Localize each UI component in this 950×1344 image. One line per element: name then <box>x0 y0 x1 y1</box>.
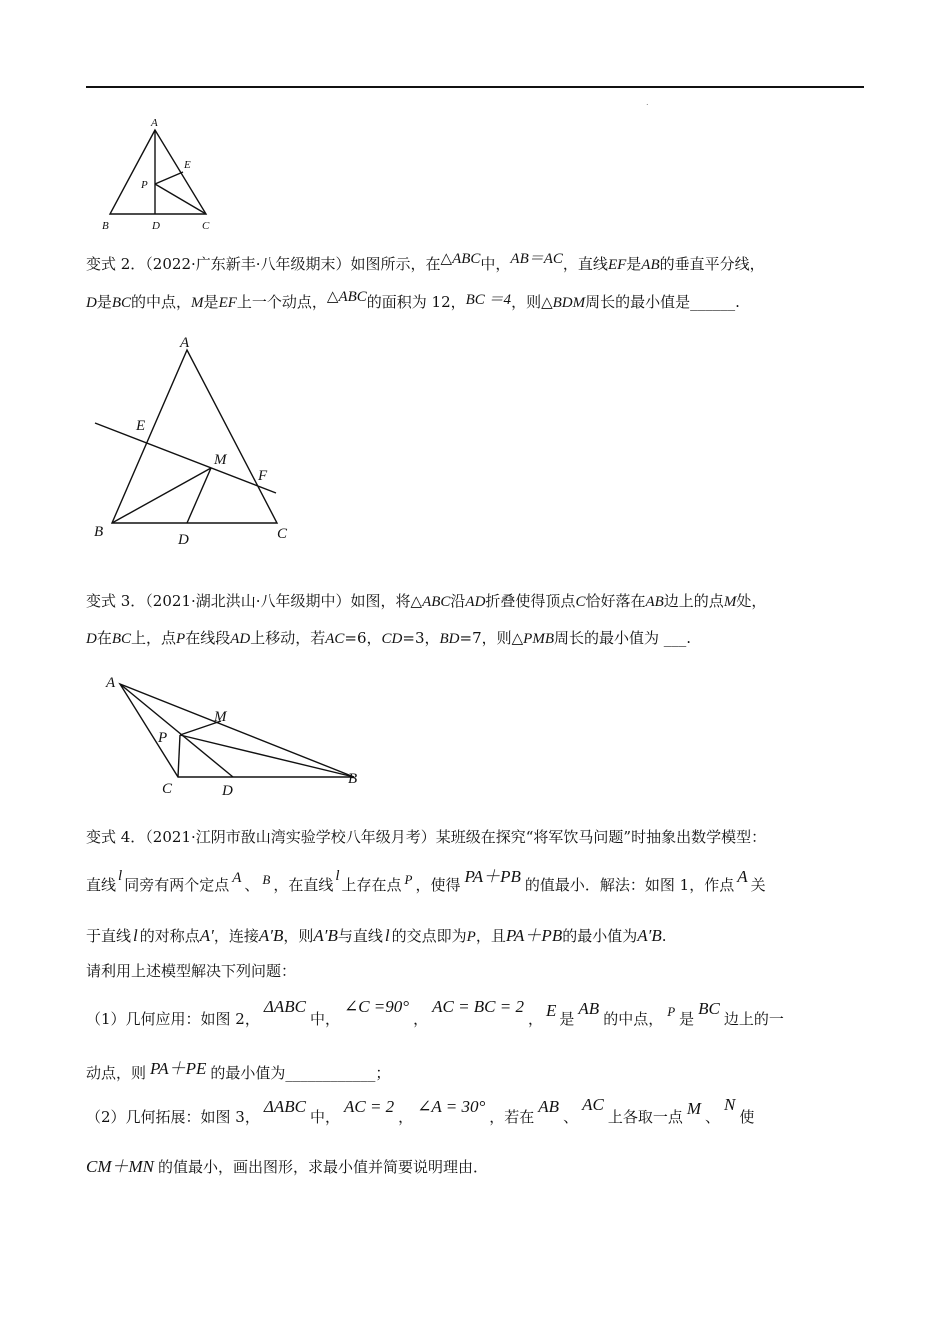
header-dot: . <box>646 98 649 107</box>
v2-math: EF <box>607 257 627 273</box>
v3-math: BC <box>111 631 132 647</box>
v4-line-1 <box>86 826 870 848</box>
q2-math: ΔABC <box>263 1097 306 1116</box>
fig2-label-e: E <box>136 418 146 434</box>
q1-text: （1）几何应用：如图 2， <box>86 1010 260 1028</box>
q2-math: AC = 2 <box>343 1097 395 1116</box>
v4-math: A′ <box>199 926 214 945</box>
v3-text: =3， <box>402 629 440 647</box>
q2-text: ，若在 <box>489 1108 535 1126</box>
v2-blank: ______ <box>690 293 736 311</box>
q2-text: 、 <box>705 1108 721 1126</box>
v3-math: P <box>176 631 186 647</box>
v3-math: BD <box>439 631 460 647</box>
fig2-label-f: F <box>258 468 268 484</box>
fig3-label-a: A <box>106 675 116 691</box>
v2-math: △ABC <box>326 289 367 305</box>
q1-text: 的中点， <box>603 1010 664 1028</box>
v3-math: AD <box>230 631 251 647</box>
v4-text: 请利用上述模型解决下列问题： <box>86 962 297 980</box>
q1-text: ； <box>375 1064 391 1082</box>
v4-text: 直线 <box>86 876 117 894</box>
figure-triangle-2 <box>86 330 306 550</box>
v2-math: BC <box>111 295 132 311</box>
fig1-label-a: A <box>151 117 158 129</box>
q1-text: 动点，则 <box>86 1064 147 1082</box>
q1-math: BC <box>698 999 720 1018</box>
v2-text: 的垂直平分线， <box>659 255 765 273</box>
v2-text: 中， <box>480 255 511 273</box>
v2-text: 的中点， <box>131 293 192 311</box>
v3-line-1 <box>86 590 870 613</box>
figure-triangle-1 <box>96 112 226 236</box>
q1-text: ， <box>527 1010 543 1028</box>
v3-text: 在 <box>96 629 112 647</box>
v4-text: ，使得 <box>415 876 461 894</box>
fig2-label-a: A <box>180 335 190 351</box>
v4-math: l <box>335 868 340 884</box>
v2-math: M <box>191 295 204 311</box>
q2-math: CM＋MN <box>86 1157 154 1176</box>
v3-text: . <box>686 629 692 647</box>
v3-math: AB <box>645 594 664 610</box>
v4-line-3 <box>86 925 870 948</box>
q2-math: ∠A = 30° <box>417 1097 486 1116</box>
v4-text: 的对称点 <box>139 927 200 945</box>
fig2-label-b: B <box>94 524 104 540</box>
q2-text: （2）几何拓展：如图 3， <box>86 1108 260 1126</box>
v4-math: l <box>384 926 390 945</box>
v4-math: l <box>118 868 123 884</box>
v4-text: 的值最小．解法：如图 1，作点 <box>524 876 735 894</box>
v4-math: l <box>133 926 138 945</box>
v2-text: 是 <box>626 255 642 273</box>
v3-math: PMB <box>523 631 554 647</box>
fig3-label-d: D <box>222 783 233 799</box>
v2-math: BC ＝4 <box>465 292 512 308</box>
v3-text: 上，点 <box>131 629 177 647</box>
v4-text: ，且 <box>475 927 506 945</box>
v4-text: 上存在点 <box>341 876 402 894</box>
v2-math: △ABC <box>440 251 481 267</box>
q2-text: 、 <box>563 1108 579 1126</box>
v4-math: A <box>232 870 242 886</box>
v3-math: CD <box>381 631 403 647</box>
v3-math: ABC <box>422 594 451 610</box>
v4-math: A′B <box>637 926 662 945</box>
v3-text: =6， <box>344 629 382 647</box>
q1-math: ΔABC <box>263 997 306 1016</box>
v3-text: 沿 <box>450 592 466 610</box>
v4-text: 变式 4．（2021·江阴市敔山湾实验学校八年级月考）某班级在探究“将军饮马问题”时抽象出数学模型： <box>86 828 767 846</box>
v2-math: EF <box>218 295 237 311</box>
v2-text: ，则△ <box>511 293 553 311</box>
fig1-label-p: P <box>141 179 148 191</box>
q1-blank: ____________ <box>285 1064 376 1082</box>
q2-math: M <box>686 1099 702 1118</box>
v4-text: 、 <box>244 876 260 894</box>
v4-math: A <box>737 867 748 886</box>
q1-text: 是 <box>679 1010 695 1028</box>
q1-text: 边上的一 <box>723 1010 784 1028</box>
fig3-label-b: B <box>348 771 358 787</box>
q1-text: 是 <box>559 1010 575 1028</box>
v4-text: 关 <box>750 876 766 894</box>
v4-text: ，则 <box>283 927 314 945</box>
q2-line-1 <box>86 1095 870 1128</box>
v3-math: C <box>575 594 586 610</box>
q1-math: AC = BC = 2 <box>432 997 524 1016</box>
figure-triangle-3 <box>98 666 378 806</box>
v4-text: 于直线 <box>86 927 132 945</box>
v2-line-1 <box>86 253 870 276</box>
q1-text: ， <box>413 1010 429 1028</box>
v4-text: ，连接 <box>213 927 259 945</box>
q1-math: ∠C =90° <box>343 997 410 1016</box>
v2-text: 变式 2．（2022·广东新丰·八年级期末）如图所示，在 <box>86 255 441 273</box>
q1-text: 中， <box>309 1010 340 1028</box>
q2-line-2 <box>86 1156 870 1178</box>
v2-text: 的面积为 12， <box>366 293 466 311</box>
q2-text: 中， <box>309 1108 340 1126</box>
v4-text: 与直线 <box>337 927 383 945</box>
v4-math: B <box>262 872 271 887</box>
v3-text: 边上的点 <box>663 592 724 610</box>
fig2-label-d: D <box>178 532 189 548</box>
v4-line-2 <box>86 867 870 897</box>
fig2-label-c: C <box>277 526 288 542</box>
v4-text: . <box>661 927 667 945</box>
v4-math: P <box>466 929 476 945</box>
v2-text: 周长的最小值是 <box>585 293 691 311</box>
q1-line-2 <box>86 1059 870 1084</box>
v3-blank: ___ <box>663 629 687 647</box>
v3-text: 周长的最小值为 <box>554 629 664 647</box>
v4-math: P <box>404 872 413 887</box>
v2-text: 上一个动点， <box>236 293 327 311</box>
header-rule <box>86 86 864 88</box>
v3-text: 变式 3．（2021·湖北洪山·八年级期中）如图，将△ <box>86 592 423 610</box>
fig1-label-e: E <box>184 159 191 171</box>
v3-math: AD <box>465 594 486 610</box>
q2-text: 使 <box>739 1108 755 1126</box>
q2-math: N <box>724 1095 736 1114</box>
v2-text: . <box>735 293 740 311</box>
fig3-label-c: C <box>162 781 173 797</box>
q2-text: 的值最小，画出图形，求最小值并简要说明理由． <box>158 1158 489 1176</box>
v2-math: BDM <box>552 295 586 311</box>
v3-text: 处， <box>736 592 767 610</box>
q2-text: 上各取一点 <box>607 1108 683 1126</box>
q1-text: 的最小值为 <box>210 1064 286 1082</box>
fig3-label-m: M <box>214 709 227 725</box>
v3-text: 上移动，若 <box>250 629 326 647</box>
q2-text: ， <box>398 1108 414 1126</box>
v2-math: AB＝AC <box>510 251 563 267</box>
v3-math: D <box>86 631 97 647</box>
q2-math: AC <box>582 1095 604 1114</box>
v4-text: 的交点即为 <box>391 927 467 945</box>
v2-text: ，直线 <box>562 255 608 273</box>
v4-math: PA＋PB <box>505 926 563 945</box>
v3-text: 恰好落在 <box>585 592 646 610</box>
fig1-label-d: D <box>152 220 160 232</box>
fig1-label-c: C <box>202 220 210 232</box>
v3-math: M <box>723 594 737 610</box>
v4-text: 同旁有两个定点 <box>124 876 230 894</box>
q2-math: AB <box>538 1097 560 1116</box>
v2-text: 是 <box>96 293 112 311</box>
q1-math: PA＋PE <box>150 1059 207 1078</box>
q1-line-1 <box>86 997 870 1031</box>
fig3-label-p: P <box>158 730 168 746</box>
v3-math: AC <box>325 631 345 647</box>
v4-text: 的最小值为 <box>562 927 638 945</box>
q1-math: AB <box>578 999 600 1018</box>
v3-line-2 <box>86 627 870 650</box>
v2-line-2 <box>86 291 870 314</box>
v4-math: PA＋PB <box>464 867 521 886</box>
v2-math: AB <box>641 257 660 273</box>
v3-text: 在线段 <box>185 629 231 647</box>
v2-math: D <box>86 295 97 311</box>
q1-math: P <box>667 1004 676 1019</box>
fig2-label-m: M <box>214 452 227 468</box>
v3-text: =7，则△ <box>459 629 524 647</box>
v4-math: A′B <box>313 926 338 945</box>
v4-line-4 <box>86 960 870 982</box>
v4-text: ，在直线 <box>273 876 334 894</box>
fig1-label-b: B <box>102 220 109 232</box>
q1-math: E <box>546 1001 557 1020</box>
v2-text: 是 <box>203 293 219 311</box>
v4-math: A′B <box>258 926 284 945</box>
v3-text: 折叠使得顶点 <box>485 592 576 610</box>
